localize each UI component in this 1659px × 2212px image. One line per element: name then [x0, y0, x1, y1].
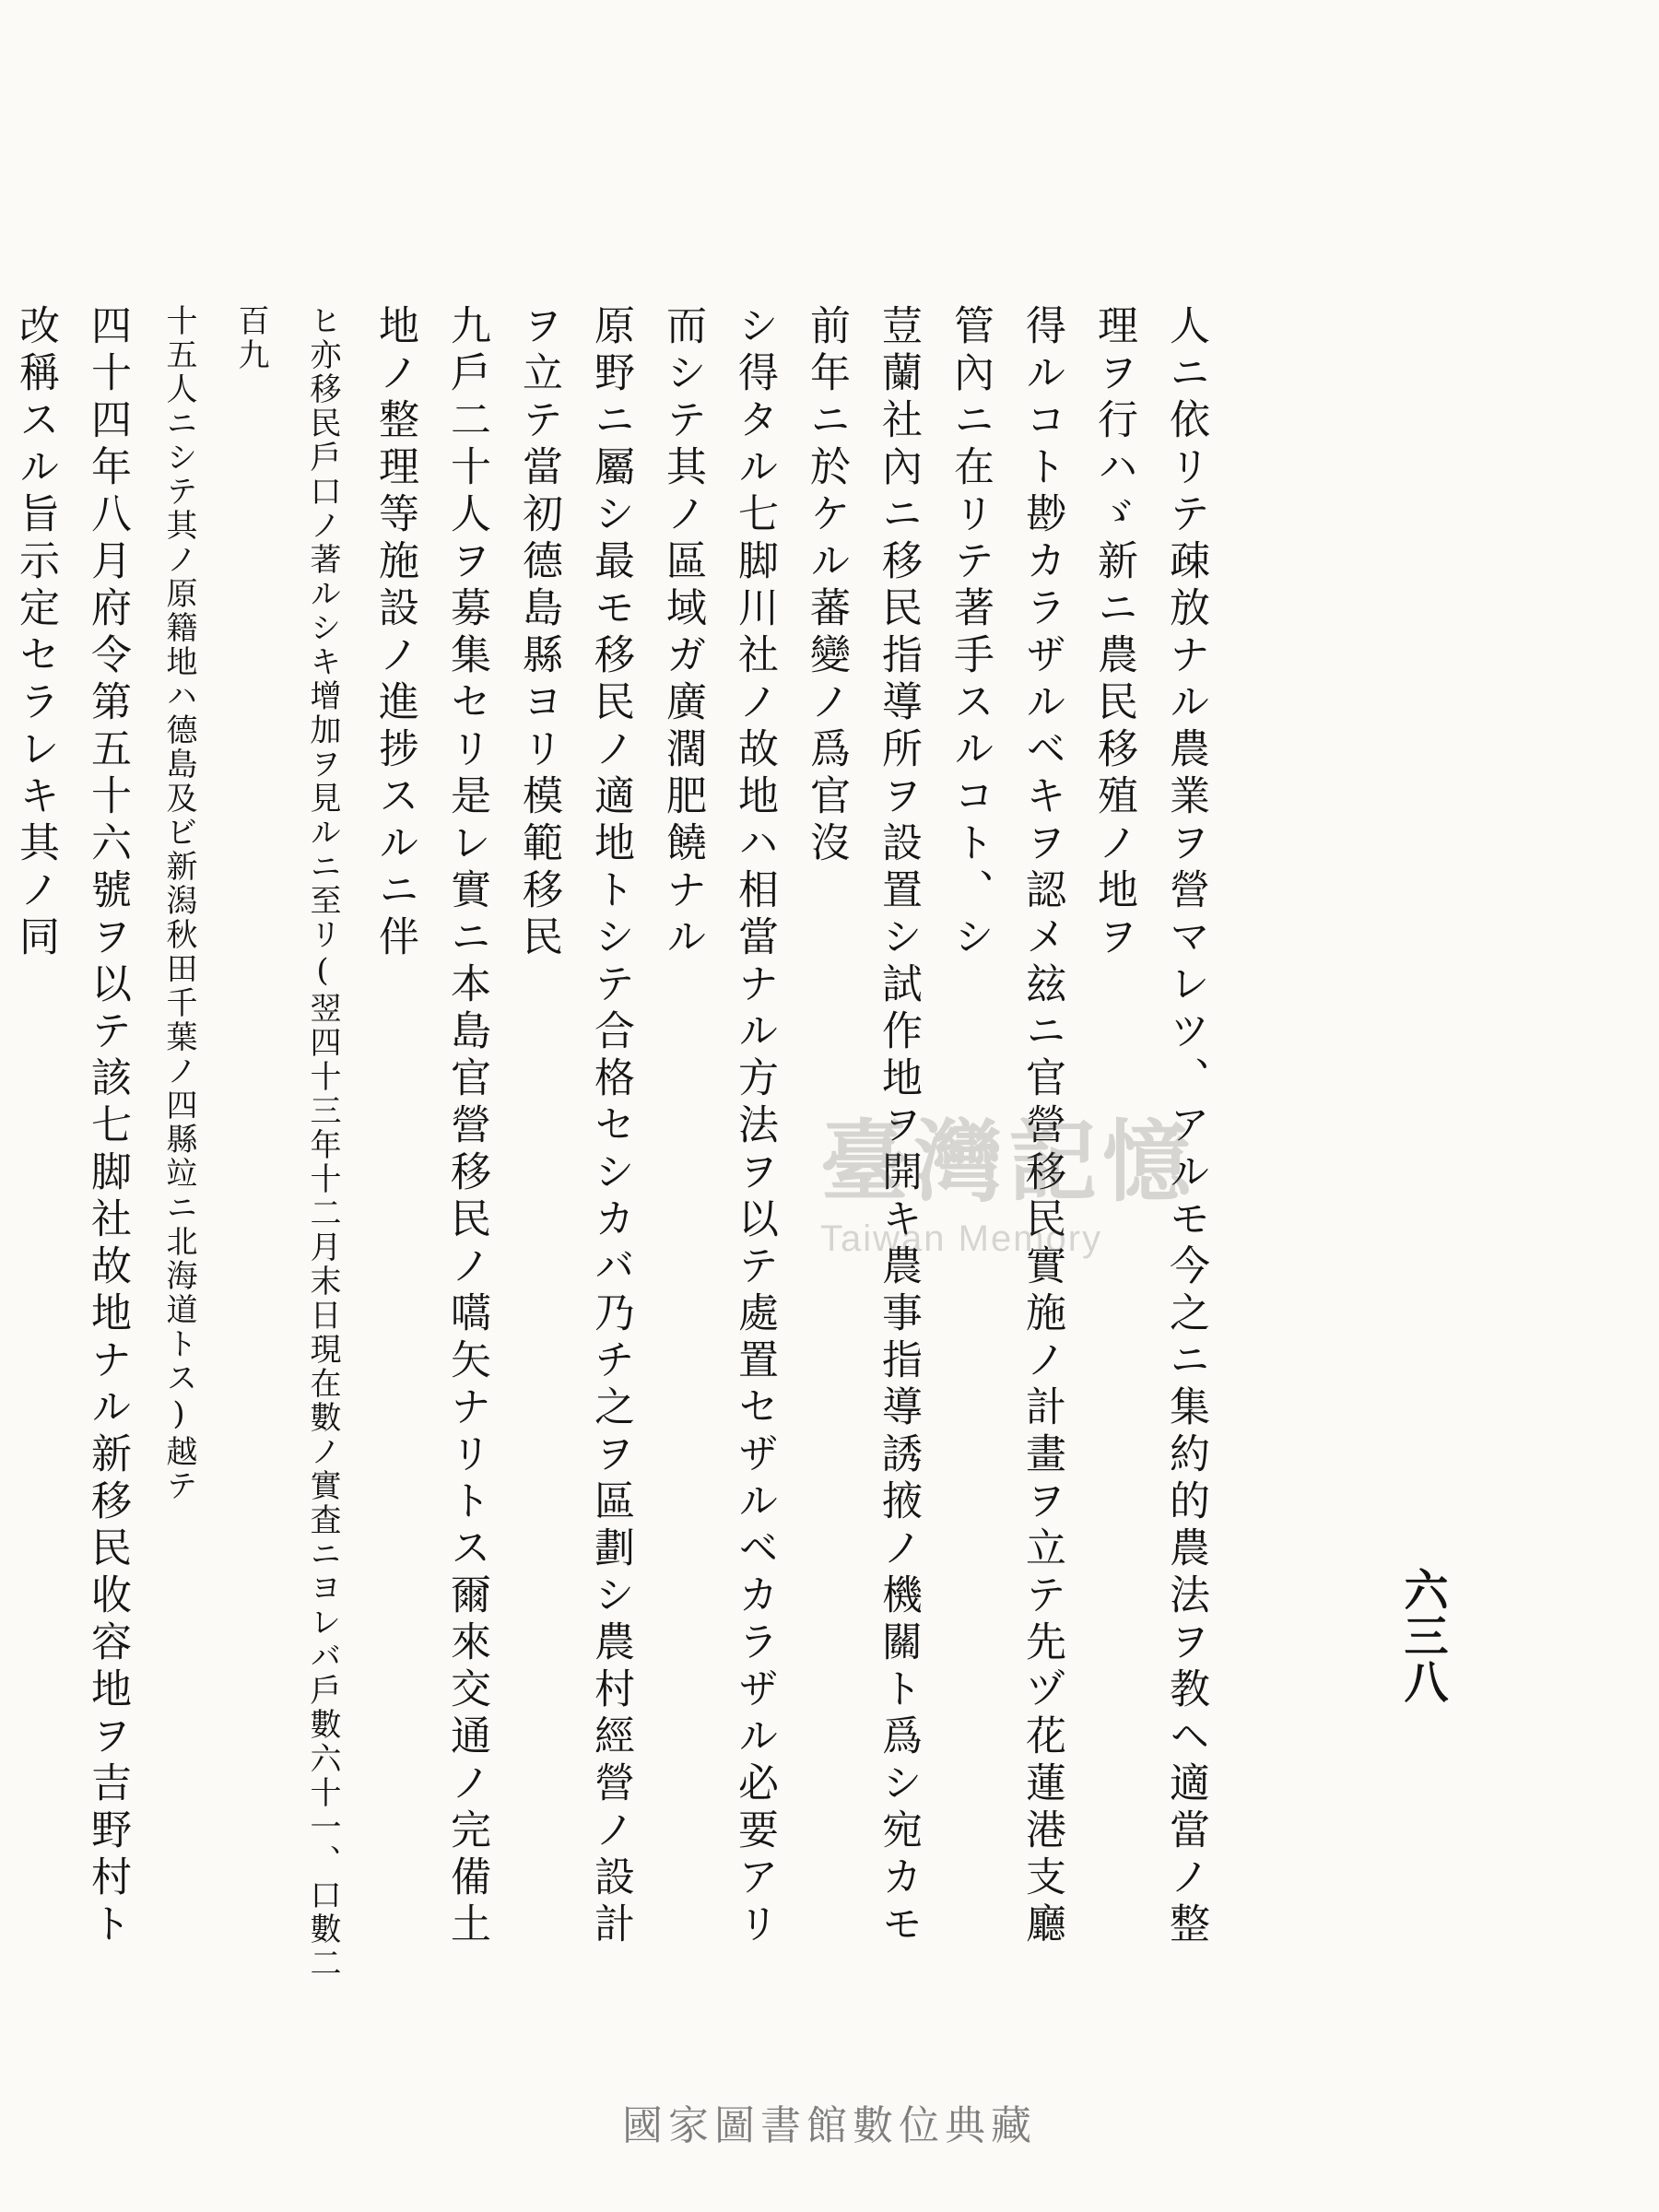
- watermark-title: 臺灣記憶: [820, 1110, 1196, 1214]
- text-column-annotated: ヒ亦移民戶口ノ著ルシキ增加ヲ見ルニ至リ(翌四十三年十二月末日現在數ノ實査ニヨレバ戶數六十一、口數二百九: [232, 304, 341, 1981]
- text-column: 荳蘭社內ニ移民指導所ヲ設置シ試作地ヲ開キ農事指導誘掖ノ機關ト爲シ宛カモ前年ニ於ケル蕃變ノ爲官沒: [803, 304, 922, 1949]
- text-column: 得ルコト尠カラザルベキヲ認メ玆ニ官營移民實施ノ計畫ヲ立テ先ヅ花蓮港支廳管內ニ在リテ著手スルコト、シ: [947, 304, 1065, 1949]
- text-column: シ得タル七脚川社ノ故地ハ相當ナル方法ヲ以テ處置セザルベカラザル必要アリ而シテ其ノ區域ガ廣濶肥饒ナル: [659, 304, 778, 1949]
- text-column-annotated: 十五人ニシテ其ノ原籍地ハ德島及ビ新潟秋田千葉ノ四縣竝ニ北海道トス)越テ: [160, 304, 197, 1503]
- text-column: 四十四年八月府令第五十六號ヲ以テ該七脚社故地ナル新移民收容地ヲ吉野村ト改稱スル旨示定セラレキ其ノ同: [12, 304, 131, 1949]
- text-column: 九戶二十人ヲ募集セリ是レ實ニ本島官營移民ノ嚆矢ナリトス爾來交通ノ完備土地ノ整理等施設ノ進捗スルニ伴: [371, 304, 490, 1949]
- footer-credit: 國家圖書館數位典藏: [622, 2102, 1037, 2149]
- text-column: 原野ニ屬シ最モ移民ノ適地トシテ合格セシカバ乃チ之ヲ區劃シ農村經營ノ設計ヲ立テ當初德島縣ヨリ模範移民: [515, 304, 634, 1949]
- watermark-subtitle: Taiwan Memory: [820, 1218, 1103, 1259]
- page-number: 六三八: [1396, 1567, 1448, 1705]
- vertical-text-body: [12, 304, 1221, 1982]
- text-column: 人ニ依リテ疎放ナル農業ヲ營マレツ、アルモ今之ニ集約的農法ヲ教ヘ適當ノ整理ヲ行ハゞ新ニ農民移殖ノ地ヲ: [1090, 304, 1209, 1949]
